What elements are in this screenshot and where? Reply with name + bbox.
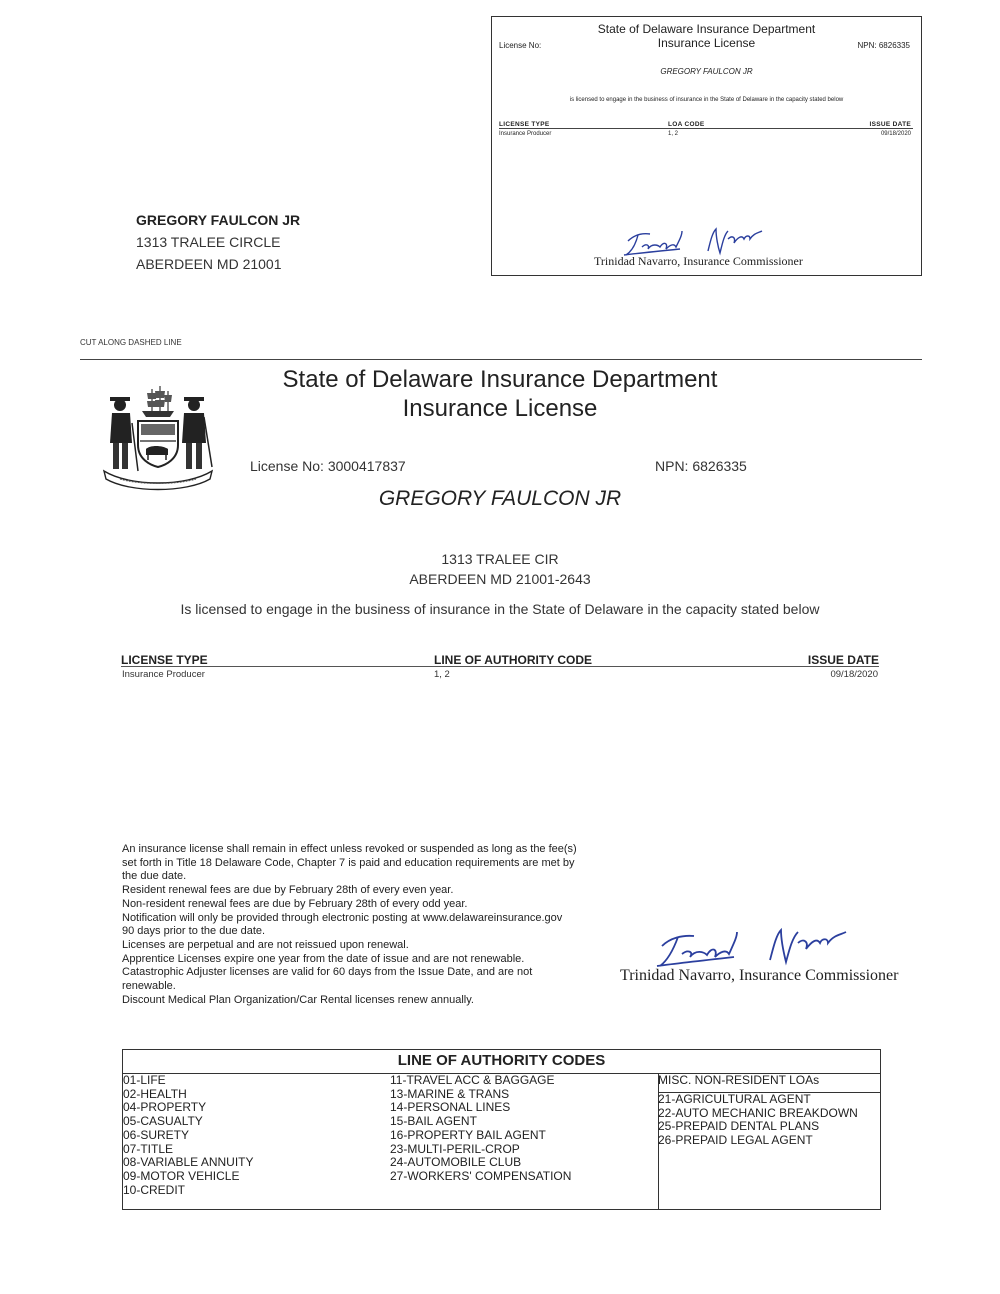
- cert-capacity: Is licensed to engage in the business of insurance in the State of Delaware in the capacity stated below: [180, 601, 820, 617]
- loa-code-item: 08-VARIABLE ANNUITY: [123, 1155, 254, 1170]
- card-signature-name: Trinidad Navarro, Insurance Commissioner: [594, 254, 803, 268]
- card-header-type: LICENSE TYPE: [499, 121, 550, 128]
- card-row-type: Insurance Producer: [499, 131, 552, 137]
- card-npn: NPN: 6826335: [857, 41, 910, 50]
- card-license-title: Insurance License: [657, 36, 756, 50]
- loa-code-item: 14-PERSONAL LINES: [390, 1100, 511, 1115]
- loa-code-item: 06-SURETY: [123, 1127, 190, 1142]
- loa-code-item: 05-CASUALTY: [123, 1114, 203, 1129]
- mailing-name: GREGORY FAULCON JR: [136, 212, 301, 228]
- row-issue-date: 09/18/2020: [830, 669, 878, 680]
- mailing-address: [136, 209, 300, 275]
- card-row-date: 09/18/2020: [880, 131, 911, 137]
- mailing-street: 1313 TRALEE CIRCLE: [136, 234, 281, 250]
- header-license-type: LICENSE TYPE: [121, 653, 208, 667]
- note-line: Discount Medical Plan Organization/Car Rental licenses renew annually.: [122, 993, 474, 1006]
- loa-col-2: [390, 1074, 571, 1184]
- card-header-loa: LOA CODE: [668, 121, 705, 128]
- note-line: Catastrophic Adjuster licenses are valid for 60 days from the Issue Date, and are not: [122, 966, 533, 979]
- loa-code-item: 02-HEALTH: [123, 1086, 187, 1101]
- loa-code-item: 07-TITLE: [123, 1141, 174, 1156]
- cert-signature-name: Trinidad Navarro, Insurance Commissioner: [620, 967, 899, 984]
- cert-city: ABERDEEN MD 21001-2643: [409, 571, 591, 587]
- wallet-card: [491, 16, 922, 276]
- card-header-date: ISSUE DATE: [869, 121, 911, 128]
- card-header-rule: [499, 128, 913, 129]
- mailing-city: ABERDEEN MD 21001: [136, 256, 282, 272]
- license-notes: [122, 843, 618, 1007]
- loa-code-item: 09-MOTOR VEHICLE: [123, 1168, 240, 1183]
- note-line: Non-resident renewal fees are due by February 28th of every odd year.: [122, 897, 468, 910]
- cert-signature-graphic: [652, 924, 852, 972]
- loa-code-item: 01-LIFE: [123, 1073, 166, 1087]
- note-line: 90 days prior to the due date.: [122, 925, 266, 938]
- header-loa-code: LINE OF AUTHORITY CODE: [434, 653, 593, 667]
- row-loa-code: 1, 2: [434, 669, 450, 680]
- loa-codes-table: [122, 1049, 881, 1210]
- note-line: An insurance license shall remain in effect unless revoked or suspended as long as the fee(s): [122, 843, 577, 855]
- header-rule: [121, 666, 879, 667]
- loa-code-item: 15-BAIL AGENT: [390, 1114, 477, 1129]
- loa-col-3: [658, 1093, 858, 1148]
- note-line: the due date.: [122, 870, 187, 883]
- loa-code-item: 24-AUTOMOBILE CLUB: [390, 1155, 522, 1170]
- loa-code-item: 04-PROPERTY: [123, 1100, 207, 1115]
- loa-code-item: 11-TRAVEL ACC & BAGGAGE: [390, 1073, 555, 1087]
- loa-code-item: 27-WORKERS' COMPENSATION: [390, 1168, 572, 1183]
- loa-code-item: 13-MARINE & TRANS: [390, 1086, 510, 1101]
- cut-label: CUT ALONG DASHED LINE: [80, 338, 182, 347]
- loa-code-item: 23-MULTI-PERIL-CROP: [390, 1141, 520, 1156]
- loa-misc-title: MISC. NON-RESIDENT LOAs: [658, 1073, 820, 1087]
- cut-line: [80, 359, 922, 360]
- loa-code-item: 16-PROPERTY BAIL AGENT: [390, 1127, 546, 1142]
- row-license-type: Insurance Producer: [122, 669, 205, 680]
- note-line: Apprentice Licenses expire one year from the date of issue and are not renewable.: [122, 952, 525, 965]
- card-capacity: is licensed to engage in the business of insurance in the State of Delaware in the capacity stated below: [569, 97, 844, 103]
- cert-title: Insurance License: [402, 395, 598, 422]
- cert-license-no: License No: 3000417837: [250, 458, 406, 474]
- loa-col-1: [123, 1074, 254, 1197]
- loa-code-item: 25-PREPAID DENTAL PLANS: [658, 1119, 820, 1134]
- note-line: Resident renewal fees are due by February 28th of every even year.: [122, 884, 454, 897]
- cert-npn: NPN: 6826335: [655, 458, 747, 474]
- cert-dept: State of Delaware Insurance Department: [282, 366, 718, 393]
- loa-code-item: 21-AGRICULTURAL AGENT: [658, 1092, 811, 1106]
- loa-code-item: 22-AUTO MECHANIC BREAKDOWN: [658, 1105, 858, 1120]
- note-line: set forth in Title 18 Delaware Code, Chapter 7 is paid and education requirements are met by: [122, 856, 575, 869]
- card-holder: GREGORY FAULCON JR: [660, 67, 753, 76]
- card-license-no: License No:: [499, 41, 542, 50]
- card-dept: State of Delaware Insurance Department: [597, 22, 816, 36]
- loa-code-item: 26-PREPAID LEGAL AGENT: [658, 1133, 813, 1148]
- header-issue-date: ISSUE DATE: [807, 653, 879, 667]
- note-line: Licenses are perpetual and are not reissued upon renewal.: [122, 938, 409, 951]
- loa-code-item: 10-CREDIT: [123, 1182, 186, 1197]
- note-line: Notification will only be provided through electronic posting at www.delawareinsurance.gov: [122, 911, 563, 924]
- card-row-loa: 1, 2: [668, 131, 679, 137]
- note-line: renewable.: [122, 980, 176, 993]
- loa-table-title: LINE OF AUTHORITY CODES: [123, 1050, 880, 1074]
- cert-street: 1313 TRALEE CIR: [441, 551, 559, 567]
- cert-holder-name: GREGORY FAULCON JR: [378, 487, 622, 510]
